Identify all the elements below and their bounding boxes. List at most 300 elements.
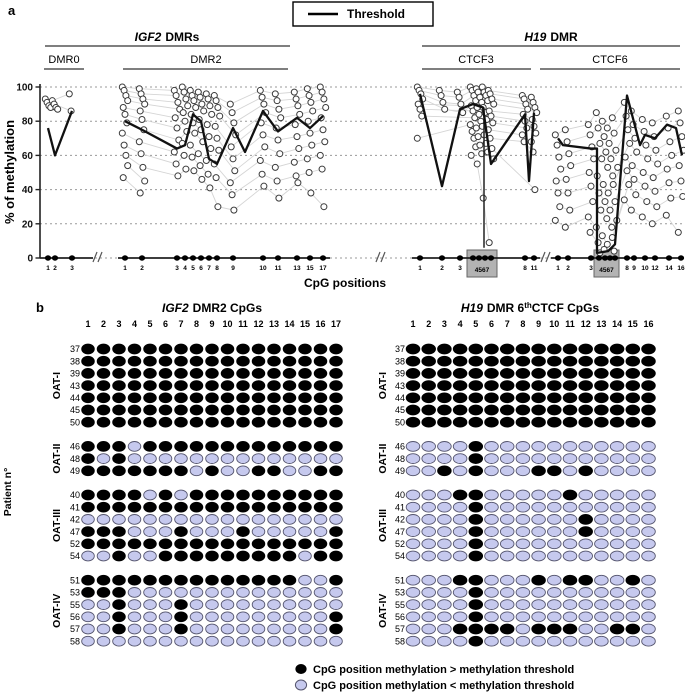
methylation-dot [299, 636, 312, 646]
methylation-dot [610, 588, 624, 598]
left-title-rest: DMR2 CpGs [192, 301, 263, 315]
methylation-dot [299, 381, 312, 391]
methylation-dot [221, 600, 234, 610]
methylation-dot [579, 588, 593, 598]
methylation-dot [330, 527, 343, 537]
patient-number-label: 45 [69, 405, 80, 416]
methylation-dot [128, 502, 141, 512]
methylation-dot [206, 624, 219, 634]
scatter-point [276, 195, 282, 201]
cpg-position-label: 15 [306, 265, 314, 272]
scatter-point [613, 147, 619, 153]
methylation-dot [237, 466, 250, 476]
methylation-dot [252, 539, 265, 549]
methylation-dot [268, 381, 281, 391]
methylation-dot [128, 612, 141, 622]
methylation-dot [485, 490, 499, 500]
methylation-dot [500, 417, 514, 427]
methylation-dot [97, 551, 110, 561]
methylation-dot [453, 393, 467, 403]
methylation-dot [532, 417, 546, 427]
methylation-dot [252, 466, 265, 476]
scatter-point [139, 116, 145, 122]
methylation-dot [299, 527, 312, 537]
methylation-dot [563, 636, 577, 646]
scatter-point [262, 144, 268, 150]
methylation-dot [438, 344, 452, 354]
methylation-dot [626, 551, 640, 561]
panel-b-matrices [0, 295, 685, 698]
methylation-dot [422, 454, 436, 464]
methylation-dot [128, 454, 141, 464]
scatter-point [601, 134, 607, 140]
methylation-dot [532, 600, 546, 610]
methylation-dot [532, 539, 546, 549]
patient-group-label: OAT-II [377, 443, 389, 474]
methylation-dot [563, 454, 577, 464]
scatter-point [631, 176, 637, 182]
methylation-dot [175, 612, 188, 622]
scatter-point [142, 178, 148, 184]
methylation-dot [453, 442, 467, 452]
scatter-point [181, 152, 187, 158]
methylation-dot [283, 588, 296, 598]
cpg-axis-dot [522, 255, 528, 260]
methylation-dot [610, 466, 624, 476]
scatter-point [587, 229, 593, 235]
methylation-dot [190, 356, 203, 366]
methylation-dot [175, 527, 188, 537]
methylation-dot [283, 356, 296, 366]
legend-black-dot [295, 664, 306, 674]
scatter-point [532, 187, 538, 193]
patient-number-label: 37 [394, 344, 405, 355]
y-tick-label: 80 [21, 116, 33, 128]
scatter-point [305, 118, 311, 124]
methylation-dot [438, 442, 452, 452]
methylation-dot [175, 624, 188, 634]
methylation-dot [252, 442, 265, 452]
methylation-dot [422, 369, 436, 379]
methylation-dot [579, 612, 593, 622]
scatter-point [183, 96, 189, 102]
cpg-axis-dot [45, 255, 51, 260]
methylation-dot [159, 527, 172, 537]
cpg-axis-dot [624, 255, 630, 260]
methylation-dot [82, 405, 95, 415]
scatter-point [676, 163, 682, 169]
methylation-dot [563, 539, 577, 549]
methylation-dot [453, 527, 467, 537]
methylation-dot [642, 417, 656, 427]
methylation-dot [500, 393, 514, 403]
cpg-axis-dot [206, 255, 212, 260]
patient-number-label: 48 [69, 453, 80, 464]
methylation-dot [595, 466, 609, 476]
scatter-point [261, 183, 267, 189]
scatter-point [663, 212, 669, 218]
methylation-dot [626, 405, 640, 415]
patient-group-label: OAT-I [51, 371, 63, 400]
methylation-dot [330, 600, 343, 610]
methylation-dot [469, 466, 483, 476]
scatter-point [585, 214, 591, 220]
methylation-dot [438, 417, 452, 427]
scatter-point [476, 111, 482, 117]
methylation-dot [406, 624, 420, 634]
methylation-dot [532, 588, 546, 598]
methylation-dot [610, 600, 624, 610]
matrix-column-header: 3 [441, 319, 447, 329]
scatter-point [323, 105, 329, 111]
methylation-dot [453, 539, 467, 549]
methylation-dot [469, 502, 483, 512]
methylation-dot [548, 502, 562, 512]
methylation-dot [175, 575, 188, 585]
methylation-dot [563, 502, 577, 512]
scatter-point [296, 146, 302, 152]
methylation-dot [237, 442, 250, 452]
methylation-dot [469, 624, 483, 634]
methylation-dot [299, 393, 312, 403]
methylation-dot [579, 369, 593, 379]
methylation-dot [485, 539, 499, 549]
methylation-dot [144, 624, 157, 634]
methylation-dot [438, 539, 452, 549]
methylation-dot [82, 612, 95, 622]
methylation-dot [548, 393, 562, 403]
scatter-point [121, 142, 127, 148]
scatter-point [605, 190, 611, 196]
methylation-dot [532, 381, 546, 391]
right-title-superscript: th [524, 301, 532, 310]
scatter-point [669, 152, 675, 158]
scatter-point [295, 180, 301, 186]
methylation-dot [283, 600, 296, 610]
methylation-dot [438, 551, 452, 561]
methylation-dot [485, 588, 499, 598]
patient-number-label: 44 [69, 393, 80, 403]
matrix-column-header: 13 [268, 319, 280, 329]
scatter-point [625, 127, 631, 133]
methylation-dot [516, 575, 530, 585]
scatter-point [552, 132, 558, 138]
scatter-point [214, 135, 220, 141]
methylation-dot [563, 466, 577, 476]
methylation-dot [595, 356, 609, 366]
patient-number-label: 39 [69, 368, 80, 379]
methylation-dot [128, 636, 141, 646]
threshold-line [558, 96, 682, 253]
methylation-dot [97, 575, 110, 585]
panel-a-label: a [8, 3, 16, 18]
methylation-dot [563, 527, 577, 537]
methylation-dot [299, 600, 312, 610]
scatter-point [187, 142, 193, 148]
cpg-axis-dot [488, 255, 494, 260]
scatter-point [675, 108, 681, 114]
patient-number-label: 54 [394, 551, 405, 562]
methylation-dot [500, 502, 514, 512]
methylation-dot [330, 539, 343, 549]
scatter-point [197, 94, 203, 100]
methylation-dot [97, 454, 110, 464]
methylation-dot [548, 490, 562, 500]
methylation-dot [159, 551, 172, 561]
methylation-dot [159, 624, 172, 634]
scatter-point [480, 195, 486, 201]
methylation-dot [563, 575, 577, 585]
methylation-dot [610, 369, 624, 379]
methylation-dot [252, 344, 265, 354]
matrix-column-header: 10 [549, 319, 560, 329]
methylation-dot [299, 612, 312, 622]
methylation-dot [144, 575, 157, 585]
methylation-dot [595, 612, 609, 622]
methylation-dot [532, 575, 546, 585]
methylation-dot [422, 466, 436, 476]
matrix-column-header: 15 [299, 319, 311, 329]
scatter-point [307, 130, 313, 136]
methylation-dot [175, 417, 188, 427]
methylation-dot [190, 515, 203, 525]
methylation-dot [144, 515, 157, 525]
methylation-dot [97, 466, 110, 476]
methylation-dot [97, 502, 110, 512]
scatter-point [639, 116, 645, 122]
scatter-point [557, 204, 563, 210]
methylation-dot [206, 575, 219, 585]
methylation-dot [159, 454, 172, 464]
methylation-dot [190, 442, 203, 452]
patient-number-label: 41 [394, 502, 405, 513]
methylation-dot [595, 393, 609, 403]
methylation-dot [206, 393, 219, 403]
patient-number-label: 41 [69, 502, 80, 513]
scatter-point [259, 171, 265, 177]
methylation-dot [453, 454, 467, 464]
methylation-dot [237, 515, 250, 525]
scatter-point [308, 190, 314, 196]
methylation-dot [206, 515, 219, 525]
methylation-dot [626, 502, 640, 512]
methylation-dot [144, 381, 157, 391]
methylation-dot [469, 454, 483, 464]
methylation-dot [190, 600, 203, 610]
scatter-point [519, 132, 525, 138]
methylation-dot [128, 356, 141, 366]
methylation-dot [563, 612, 577, 622]
scatter-point [611, 130, 617, 136]
threshold-legend-label: Threshold [347, 7, 406, 21]
scatter-point [564, 139, 570, 145]
methylation-dot [500, 636, 514, 646]
scatter-point [653, 147, 659, 153]
methylation-dot [548, 417, 562, 427]
cpg-position-label: 6 [199, 265, 203, 272]
methylation-dot [97, 588, 110, 598]
scatter-point [122, 111, 128, 117]
methylation-dot [579, 381, 593, 391]
methylation-dot [406, 417, 420, 427]
scatter-point [229, 110, 235, 116]
methylation-dot [516, 636, 530, 646]
methylation-dot [626, 539, 640, 549]
methylation-dot [268, 624, 281, 634]
scatter-point [291, 159, 297, 165]
scatter-point [292, 122, 298, 128]
methylation-dot [144, 417, 157, 427]
methylation-dot [97, 369, 110, 379]
methylation-dot [579, 624, 593, 634]
methylation-dot [642, 381, 656, 391]
methylation-dot [626, 454, 640, 464]
cpg-axis-dot [198, 255, 204, 260]
axis-break-slash [546, 252, 550, 262]
methylation-dot [595, 539, 609, 549]
methylation-dot [330, 515, 343, 525]
cpg-axis-dot [122, 255, 128, 260]
methylation-dot [97, 356, 110, 366]
ctcf3-header: CTCF3 [458, 54, 494, 66]
methylation-dot [548, 624, 562, 634]
methylation-dot [97, 490, 110, 500]
scatter-point [414, 135, 420, 141]
methylation-dot [438, 356, 452, 366]
scatter-point [628, 207, 634, 213]
methylation-dot [82, 624, 95, 634]
methylation-dot [500, 539, 514, 549]
scatter-point [562, 127, 568, 133]
methylation-dot [283, 393, 296, 403]
patient-number-label: 50 [69, 417, 80, 428]
scatter-point [322, 139, 328, 145]
methylation-dot [516, 393, 530, 403]
cpg-axis-dot [678, 255, 684, 260]
methylation-dot [500, 527, 514, 537]
methylation-dot [144, 356, 157, 366]
methylation-dot [532, 454, 546, 464]
methylation-dot [252, 612, 265, 622]
methylation-dot [314, 612, 327, 622]
methylation-dot [642, 527, 656, 537]
patient-number-label: 37 [69, 344, 80, 355]
left-title-italic: IGF2 [161, 301, 189, 315]
cpg-position-label: 4 [183, 265, 187, 272]
cpg-position-label: 1 [556, 265, 560, 272]
scatter-point [208, 146, 214, 152]
axis-break-slash [541, 252, 545, 262]
cpg-axis-dot [214, 255, 220, 260]
methylation-dot [206, 539, 219, 549]
methylation-dot [314, 575, 327, 585]
methylation-dot [144, 588, 157, 598]
methylation-dot [175, 636, 188, 646]
methylation-dot [283, 466, 296, 476]
scatter-point [137, 108, 143, 114]
methylation-dot [406, 356, 420, 366]
methylation-dot [516, 588, 530, 598]
methylation-dot [314, 636, 327, 646]
cpg-axis-dot [69, 255, 75, 260]
methylation-dot [516, 527, 530, 537]
methylation-dot [626, 466, 640, 476]
methylation-dot [97, 344, 110, 354]
methylation-dot [469, 515, 483, 525]
sample-line [559, 130, 682, 159]
scatter-point [599, 233, 605, 239]
cpg-axis-dot [294, 255, 300, 260]
cpg-position-label: 9 [231, 265, 235, 272]
cpg-axis-dot [596, 255, 602, 260]
patient-group-label: OAT-III [51, 508, 63, 543]
methylation-dot [221, 344, 234, 354]
methylation-dot [175, 442, 188, 452]
patient-number-label: 49 [69, 466, 80, 476]
matrix-column-header: 14 [284, 319, 295, 329]
scatter-point [308, 99, 314, 105]
methylation-dot [563, 551, 577, 561]
methylation-dot [422, 612, 436, 622]
scatter-point [257, 158, 263, 164]
scatter-point [231, 120, 237, 126]
methylation-dot [82, 381, 95, 391]
cpg-axis-dot [275, 255, 281, 260]
methylation-dot [438, 502, 452, 512]
y-tick-label: 100 [16, 82, 33, 94]
methylation-dot [252, 405, 265, 415]
scatter-point [136, 139, 142, 145]
cpg-position-label: 11 [274, 265, 282, 272]
methylation-dot [128, 624, 141, 634]
methylation-dot [626, 588, 640, 598]
methylation-dot [97, 612, 110, 622]
methylation-dot [144, 344, 157, 354]
methylation-dot [406, 551, 420, 561]
methylation-dot [190, 405, 203, 415]
methylation-dot [610, 454, 624, 464]
methylation-dot [438, 575, 452, 585]
cpg-box-label: 4567 [474, 267, 490, 274]
patient-number-label: 52 [69, 539, 80, 549]
methylation-dot [330, 393, 343, 403]
methylation-dot [252, 588, 265, 598]
scatter-point [138, 151, 144, 157]
methylation-dot [532, 490, 546, 500]
methylation-dot [283, 369, 296, 379]
matrix-column-header: 5 [147, 319, 153, 329]
methylation-dot [268, 356, 281, 366]
scatter-point [215, 105, 221, 111]
methylation-dot [221, 369, 234, 379]
patient-number-label: 46 [69, 441, 80, 452]
matrix-column-header: 14 [612, 319, 623, 329]
methylation-dot [175, 600, 188, 610]
methylation-dot [190, 454, 203, 464]
methylation-dot [516, 551, 530, 561]
methylation-dot [330, 356, 343, 366]
methylation-dot [579, 490, 593, 500]
methylation-dot [113, 405, 126, 415]
methylation-dot [128, 588, 141, 598]
methylation-dot [548, 636, 562, 646]
cpg-position-label: 5 [191, 265, 195, 272]
patient-number-label: 48 [394, 453, 405, 464]
scatter-point [182, 118, 188, 124]
scatter-point [321, 96, 327, 102]
methylation-dot [500, 466, 514, 476]
methylation-dot [82, 502, 95, 512]
